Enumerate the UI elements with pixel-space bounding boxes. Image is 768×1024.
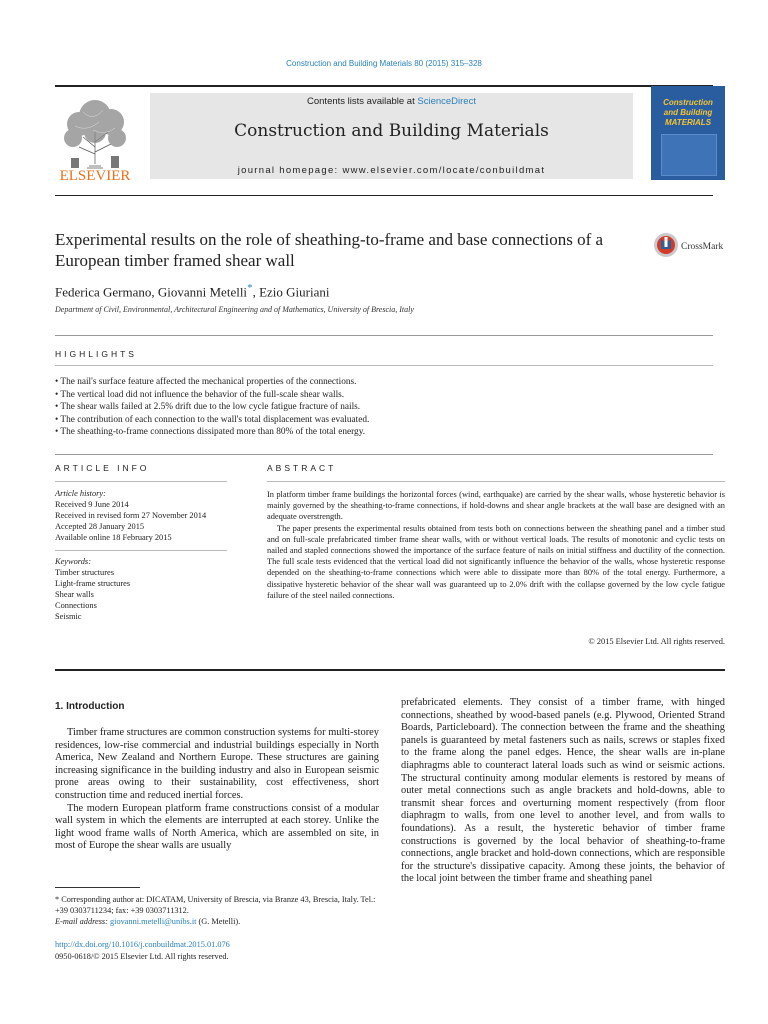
authors-part-1: Federica Germano, Giovanni Metelli — [55, 284, 248, 300]
elsevier-tree-icon — [53, 92, 137, 184]
keyword-item: Timber structures — [55, 568, 115, 577]
intro-paragraph-1: Timber frame structures are common construction systems for multi-storey residences, low-rise commercial and industrial buildings especially in North America, New Zealand and Northern Europe. These structures are gaining increasing significance in the building industry and also in European seismic prone areas owing to their sustainability, cost effectiveness, short construction time and reduced inertial forces. — [55, 727, 379, 801]
abstract-paragraph-1: In platform timber frame buildings the horizontal forces (wind, earthquake) are carried by the shear walls, whose hysteretic behavior is mainly governed by the sheathing-to-frame connections, if hold-downs and shear angle brackets at the wall base are designed with an adequate overstrength. — [267, 490, 725, 522]
author-list — [55, 282, 329, 300]
contents-prefix: Contents lists available at — [307, 96, 418, 107]
keyword-item: Connections — [55, 601, 97, 610]
journal-citation[interactable]: Construction and Building Materials 80 (2015) 315–328 — [286, 59, 482, 68]
homepage-link[interactable]: www.elsevier.com/locate/conbuildmat — [342, 165, 546, 176]
corresponding-author-mark[interactable]: * — [247, 282, 253, 294]
email-suffix: (G. Metelli). — [196, 917, 241, 926]
journal-cover[interactable] — [651, 86, 725, 180]
body-column-right — [401, 697, 725, 886]
history-revised: Received in revised form 27 November 2014 — [55, 511, 207, 520]
header-top-rule — [55, 85, 713, 87]
journal-header-box — [150, 93, 633, 179]
cover-image — [661, 134, 717, 176]
history-accepted: Accepted 28 January 2015 — [55, 522, 145, 531]
journal-title: Construction and Building Materials — [234, 121, 549, 141]
corresponding-author-note: * Corresponding author at: DICATAM, University of Brescia, via Branze 43, Brescia, Italy. Tel.: +39 0303711234; fax: +39 0303711312. — [55, 895, 376, 915]
contents-line — [150, 96, 633, 107]
publisher-name: ELSEVIER — [59, 168, 131, 184]
email-label: E-mail address: — [55, 917, 110, 926]
sciencedirect-link[interactable]: ScienceDirect — [417, 96, 476, 107]
article-title: Experimental results on the role of sheathing-to-frame and base connections of a European timber framed shear wall — [55, 230, 604, 270]
highlights-list — [55, 376, 715, 439]
keyword-item: Light-frame structures — [55, 579, 131, 588]
abstract-heading: ABSTRACT — [267, 463, 337, 473]
highlights-rule — [55, 335, 713, 336]
footnote — [55, 894, 379, 927]
footnote-rule — [55, 887, 140, 888]
cover-title-line-2: and Building — [663, 108, 713, 117]
affiliation: Department of Civil, Environmental, Architectural Engineering and of Mathematics, University of Brescia, Italy — [55, 305, 414, 314]
crossmark-icon — [653, 231, 727, 259]
abstract-paragraph-2: The paper presents the experimental results obtained from tests both on connections between the sheathing panel and a timber stud and on full-scale prefabricated timber frame shear walls, with or without vertical loads. The results of monotonic and cyclic tests on nailed and stapled connections showed the importance of the surface feature of nails on initial stiffness and ductility of the connection. The full scale tests evidenced that the vertical load did not significantly influence the behavior of the walls, whose hysteretic response depended on the sheathing-to-frame connections which were able to dissipate more than 80% of the total energy. Furthermore, a dissipative hysteretic behavior of the shear wall was guaranteed up to 2.0% drift with the collapse governed by the low cycle fatigue failure of the steel nailed connections. — [267, 523, 725, 600]
keywords-rule — [55, 550, 227, 551]
abstract-subrule — [267, 481, 725, 482]
article-history — [55, 488, 235, 543]
abstract-text — [267, 489, 725, 601]
intro-paragraph-2: The modern European platform frame constructions consist of a modular wall system in which the elements are interrupted at each storey. Unlike the light wood frame walls of North America, which are assembled on site, in most of Europe the shear walls are usually — [55, 802, 379, 852]
cover-title-line-1: Construction — [663, 98, 713, 107]
author-email-link[interactable]: giovanni.metelli@unibs.it — [110, 917, 197, 926]
article-info-rule — [55, 454, 713, 455]
cover-title-line-3: MATERIALS — [664, 118, 712, 127]
email-line — [55, 916, 379, 927]
highlight-item: • The contribution of each connection to the wall's total displacement was evaluated. — [55, 414, 715, 427]
highlight-item: • The shear walls failed at 2.5% drift due to the low cycle fatigue fracture of nails. — [55, 401, 715, 414]
highlights-heading: HIGHLIGHTS — [55, 349, 137, 359]
body-rule — [55, 669, 725, 671]
article-info-subrule — [55, 481, 227, 482]
doi-link[interactable]: http://dx.doi.org/10.1016/j.conbuildmat.2015.01.076 — [55, 940, 230, 949]
body-column-left — [55, 727, 379, 853]
keywords-label: Keywords: — [55, 557, 91, 566]
highlight-item: • The nail's surface feature affected the mechanical properties of the connections. — [55, 376, 715, 389]
intro-paragraph-3: prefabricated elements. They consist of a timber frame, with hinged connections, sheathed by wood-based panels (e.g. Plywood, Oriented Strand Boards, Particleboard). The connection between the frame and the sheathing panels is guaranteed by metal fasteners such as nails, screws or staples fixed to the frame along the panel edges. Hence, the shear walls are in-plane diaphragms able to counteract lateral loads such as wind or seismic actions. The structural continuity among modular elements is restored by means of outer metal connections such as angle brackets and hold-downs, able to transmit shear forces and overturning moment respectively (from floor diaphragm to walls, from one level to another level, and from walls to foundations). As a result, the hysteretic behavior of timber frame constructions is governed by the local behavior of sheathing-to-frame connections, angle bracket and hold-down connections, which are responsible for the structure's dissipative capacity. Among these joints, the behavior of the local joint between the timber frame and sheathing panel — [401, 697, 725, 885]
history-online: Available online 18 February 2015 — [55, 533, 172, 542]
abstract-copyright: © 2015 Elsevier Ltd. All rights reserved. — [588, 637, 725, 646]
history-received: Received 9 June 2014 — [55, 500, 129, 509]
highlight-item: • The vertical load did not influence the behavior of the full-scale shear walls. — [55, 389, 715, 402]
keyword-item: Shear walls — [55, 590, 94, 599]
highlights-subrule — [55, 365, 713, 366]
keywords — [55, 556, 235, 622]
keyword-item: Seismic — [55, 612, 82, 621]
header-bottom-rule — [55, 195, 713, 196]
authors-part-2: , Ezio Giuriani — [252, 284, 330, 300]
cover-title — [655, 98, 721, 128]
crossmark-badge[interactable] — [653, 231, 727, 259]
issn-copyright: 0950-0618/© 2015 Elsevier Ltd. All rights reserved. — [55, 952, 229, 961]
homepage-prefix: journal homepage: — [237, 165, 343, 176]
journal-homepage — [150, 165, 633, 176]
elsevier-logo[interactable] — [53, 92, 137, 184]
history-label: Article history: — [55, 489, 106, 498]
article-info-heading: ARTICLE INFO — [55, 463, 150, 473]
highlight-item: • The sheathing-to-frame connections dissipated more than 80% of the total energy. — [55, 426, 715, 439]
crossmark-label: CrossMark — [681, 242, 724, 252]
section-heading-introduction: 1. Introduction — [55, 701, 125, 712]
